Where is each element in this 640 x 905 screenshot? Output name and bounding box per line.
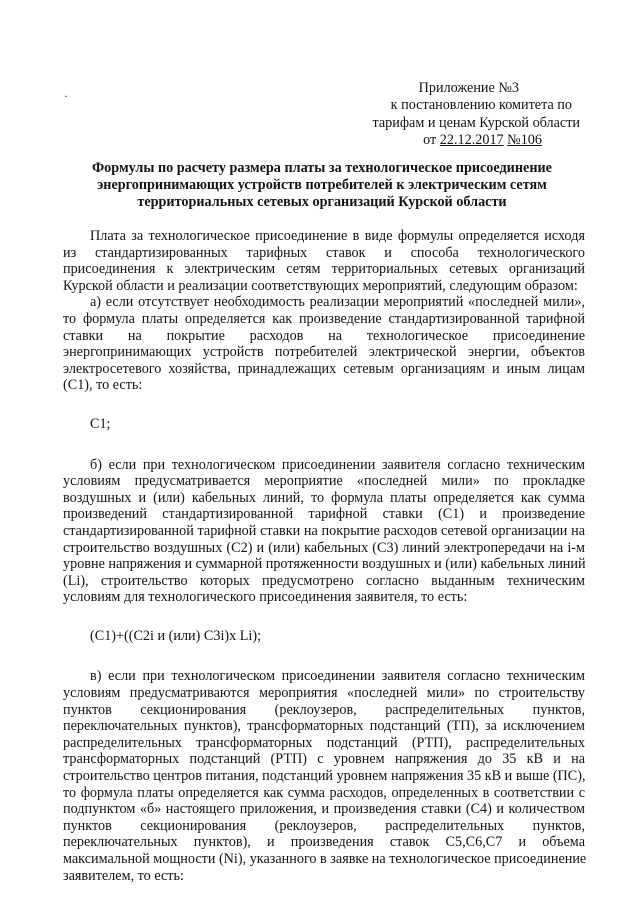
document-body	[63, 228, 585, 884]
text-line: подпунктом «б» настоящего приложения, и произведения ставки (С4) и количеством	[63, 801, 585, 818]
title-line: энергопринимающих устройств потребителей к электрическим сетям	[97, 177, 547, 194]
stray-mark: ·	[64, 89, 68, 103]
text-line: а) если отсутствует необходимость реализации мероприятий «последней мили»,	[90, 294, 585, 311]
appendix-reference: к постановлению комитета по	[390, 97, 572, 114]
formula-b: (С1)+((С2i и (или) С3i)х Li);	[90, 627, 262, 644]
text-line: то формула платы определяется как сумма расходов, определенных в соответствии с	[63, 784, 585, 801]
title-line: территориальных сетевых организаций Курской области	[137, 194, 507, 211]
text-line: максимальной мощности (Ni), указанного в заявке на технологическое присоединение	[63, 851, 587, 867]
document-title	[60, 160, 584, 212]
text-line: распределительных трансформаторных подстанций (РТП), распределительных	[63, 734, 585, 751]
text-line: ставки на покрытие расходов на технологическое присоединение	[63, 327, 585, 344]
text-line: произведений стандартизированной тарифной ставки (С1) и произведение	[63, 506, 585, 523]
title-line: Формулы по расчету размера платы за технологическое присоединение	[92, 160, 552, 176]
item-b-paragraph	[63, 457, 585, 606]
appendix-date-prefix: от	[423, 132, 440, 149]
text-line: условиям предусматриваются мероприятия «последней мили» по строительству	[63, 685, 585, 702]
text-line: Плата за технологическое присоединение в виде формулы определяется исходя	[90, 228, 585, 244]
text-line: строительство воздушных (С2) и (или) кабельных (С3) линий электропередачи на i-м	[63, 539, 585, 556]
text-line: воздушных и (или) кабельных линий, то формула платы определяется как сумма	[63, 489, 585, 506]
appendix-date: 22.12.2017	[439, 132, 504, 149]
text-line: из стандартизированных тарифных ставок и способа технологического	[63, 244, 585, 261]
appendix-authority: тарифам и ценам Курской области	[372, 114, 580, 131]
intro-paragraph	[63, 228, 585, 294]
text-line: в) если при технологическом присоединении заявителя согласно техническим	[90, 668, 585, 685]
text-line: строительство центров питания, подстанций уровнем напряжения 35 кВ и выше (ПС),	[63, 768, 586, 785]
text-line: б) если при технологическом присоединении заявителя согласно техническим	[90, 456, 585, 473]
text-line: переключательных пунктов), и произведения ставок С5,С6,С7 и объема	[63, 834, 585, 851]
text-line: (С1), то есть:	[63, 377, 143, 394]
item-a-paragraph	[63, 294, 585, 394]
text-line: то формула платы определяется как произведение стандартизированной тарифной	[63, 310, 585, 327]
item-c-paragraph	[63, 668, 585, 884]
formula-a: С1;	[90, 415, 111, 432]
text-line: пунктов секционирования (реклоузеров, распределительных пунктов,	[63, 817, 585, 834]
appendix-header	[300, 80, 580, 150]
text-line: стандартизированной тарифной ставки на покрытие расходов сетевой организации на	[63, 522, 585, 539]
appendix-doc-number: №106	[507, 132, 542, 149]
appendix-date-line	[300, 132, 580, 149]
text-line: уровне напряжения и суммарной протяженности воздушных и (или) кабельных линий	[63, 556, 586, 573]
text-line: (Li), строительство которых предусмотрено согласно выданным техническим	[63, 572, 585, 589]
text-line: Курской области и реализации соответствующих мероприятий, следующим образом:	[63, 277, 578, 294]
text-line: условиям для технологического присоединения заявителя, то есть:	[63, 589, 468, 606]
text-line: трансформаторных подстанций (РТП) с уровнем напряжения до 35 кВ и на	[63, 751, 585, 768]
text-line: условиям предусматривается мероприятие «последней мили» по прокладке	[63, 473, 585, 490]
text-line: энергопринимающих устройств потребителей электрической энергии, объектов	[63, 344, 585, 361]
text-line: переключательных пунктов), трансформаторных подстанций (ТП), за исключением	[63, 718, 585, 735]
text-line: присоединения к электрическим сетям территориальных сетевых организаций	[63, 261, 585, 278]
text-line: пунктов секционирования (реклоузеров, распределительных пунктов,	[63, 701, 585, 718]
appendix-number: Приложение №3	[418, 80, 519, 96]
text-line: заявителем, то есть:	[63, 867, 184, 884]
text-line: электросетевого хозяйства, принадлежащих сетевым организациям и иным лицам	[63, 360, 585, 377]
